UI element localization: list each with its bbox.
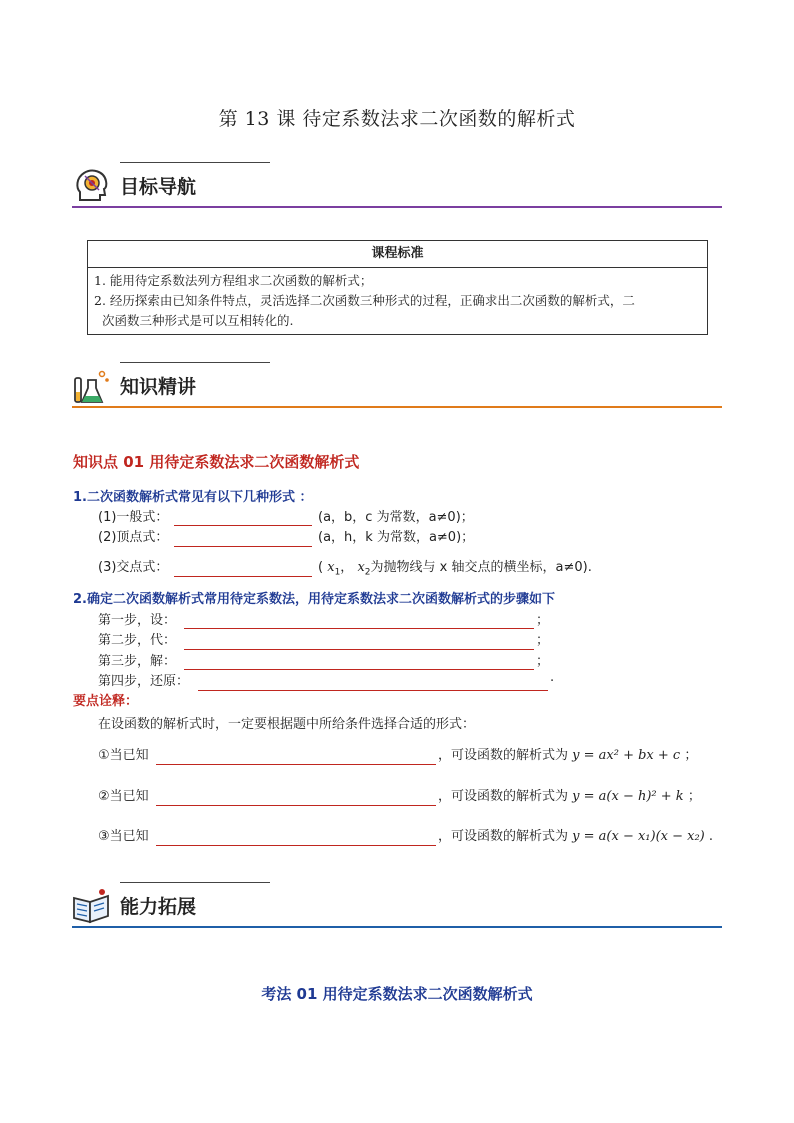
- step-1-label: 第一步，设：: [98, 613, 177, 628]
- vertex-form-note: (a，h，k 为常数，a≠0)；: [318, 530, 475, 545]
- table-header: 课程标准: [88, 241, 708, 268]
- case-1-formula: ，可设函数的解析式为 y = ax² + bx + c ；: [438, 748, 698, 763]
- step-1-end: ；: [536, 613, 550, 628]
- case-2-label: ②当已知: [98, 789, 149, 804]
- section-header-extension: [72, 882, 722, 928]
- section-title: 目标导航: [120, 176, 197, 198]
- book-icon: [72, 886, 112, 926]
- intersect-form-note: ( $x_1$， $x_2$为抛物线与 x 轴交点的横坐标，a≠0).: [318, 560, 592, 578]
- section-header-knowledge: [72, 362, 722, 408]
- notes-intro: 在设函数的解析式时，一定要根据题中所给条件选择合适的形式：: [98, 717, 476, 732]
- intersect-form-label: (3)交点式：: [98, 560, 169, 575]
- general-form-note: (a，b，c 为常数，a≠0)；: [318, 510, 474, 525]
- section-title: 能力拓展: [120, 896, 197, 918]
- section-title: 知识精讲: [120, 376, 197, 398]
- case-3-formula: ，可设函数的解析式为 y = a(x − x₁)(x − x₂) .: [438, 829, 714, 844]
- step-1-blank: [184, 628, 534, 629]
- step-2-label: 第二步，代：: [98, 633, 177, 648]
- case-2-formula: ，可设函数的解析式为 y = a(x − h)² + k ；: [438, 789, 701, 804]
- vertex-form-blank: [174, 546, 312, 547]
- exam-method-title: 考法 01 用待定系数法求二次函数解析式: [261, 985, 533, 1003]
- step-4-label: 第四步，还原：: [98, 674, 190, 689]
- section-header-goals: [72, 162, 722, 208]
- knowledge-point-title: 知识点 01 用待定系数法求二次函数解析式: [73, 453, 360, 471]
- case-3-label: ③当已知: [98, 829, 149, 844]
- page-title: 第 13 课 待定系数法求二次函数的解析式: [218, 108, 576, 130]
- step-3-label: 第三步，解：: [98, 654, 177, 669]
- general-form-label: (1)一般式：: [98, 510, 169, 525]
- notes-heading: 要点诠释：: [73, 694, 139, 709]
- standard-line-2a: 2. 经历探索由已知条件特点，灵活选择二次函数三种形式的过程，正确求出二次函数的解析式，二: [94, 293, 635, 308]
- steps-heading: 2.确定二次函数解析式常用待定系数法，用待定系数法求二次函数解析式的步骤如下: [73, 592, 555, 607]
- vertex-form-label: (2)顶点式：: [98, 530, 169, 545]
- standard-line-2b: 次函数三种形式是可以互相转化的.: [102, 313, 294, 328]
- standard-line-1: 1. 能用待定系数法列方程组求二次函数的解析式；: [94, 273, 373, 288]
- step-3-end: ；: [536, 654, 550, 669]
- case-3-blank: [156, 845, 436, 846]
- step-2-blank: [184, 649, 534, 650]
- lab-flask-icon: [72, 366, 112, 406]
- step-4-end: .: [550, 670, 555, 685]
- course-standard-table: [87, 240, 708, 335]
- case-2-blank: [156, 805, 436, 806]
- case-1-blank: [156, 764, 436, 765]
- step-3-blank: [184, 669, 534, 670]
- case-1-label: ①当已知: [98, 748, 149, 763]
- step-2-end: ；: [536, 633, 550, 648]
- general-form-blank: [174, 525, 312, 526]
- step-4-blank: [198, 690, 548, 691]
- head-gear-icon: [72, 166, 112, 206]
- intersect-form-blank: [174, 576, 312, 577]
- forms-heading: 1.二次函数解析式常见有以下几种形式 ：: [73, 490, 313, 505]
